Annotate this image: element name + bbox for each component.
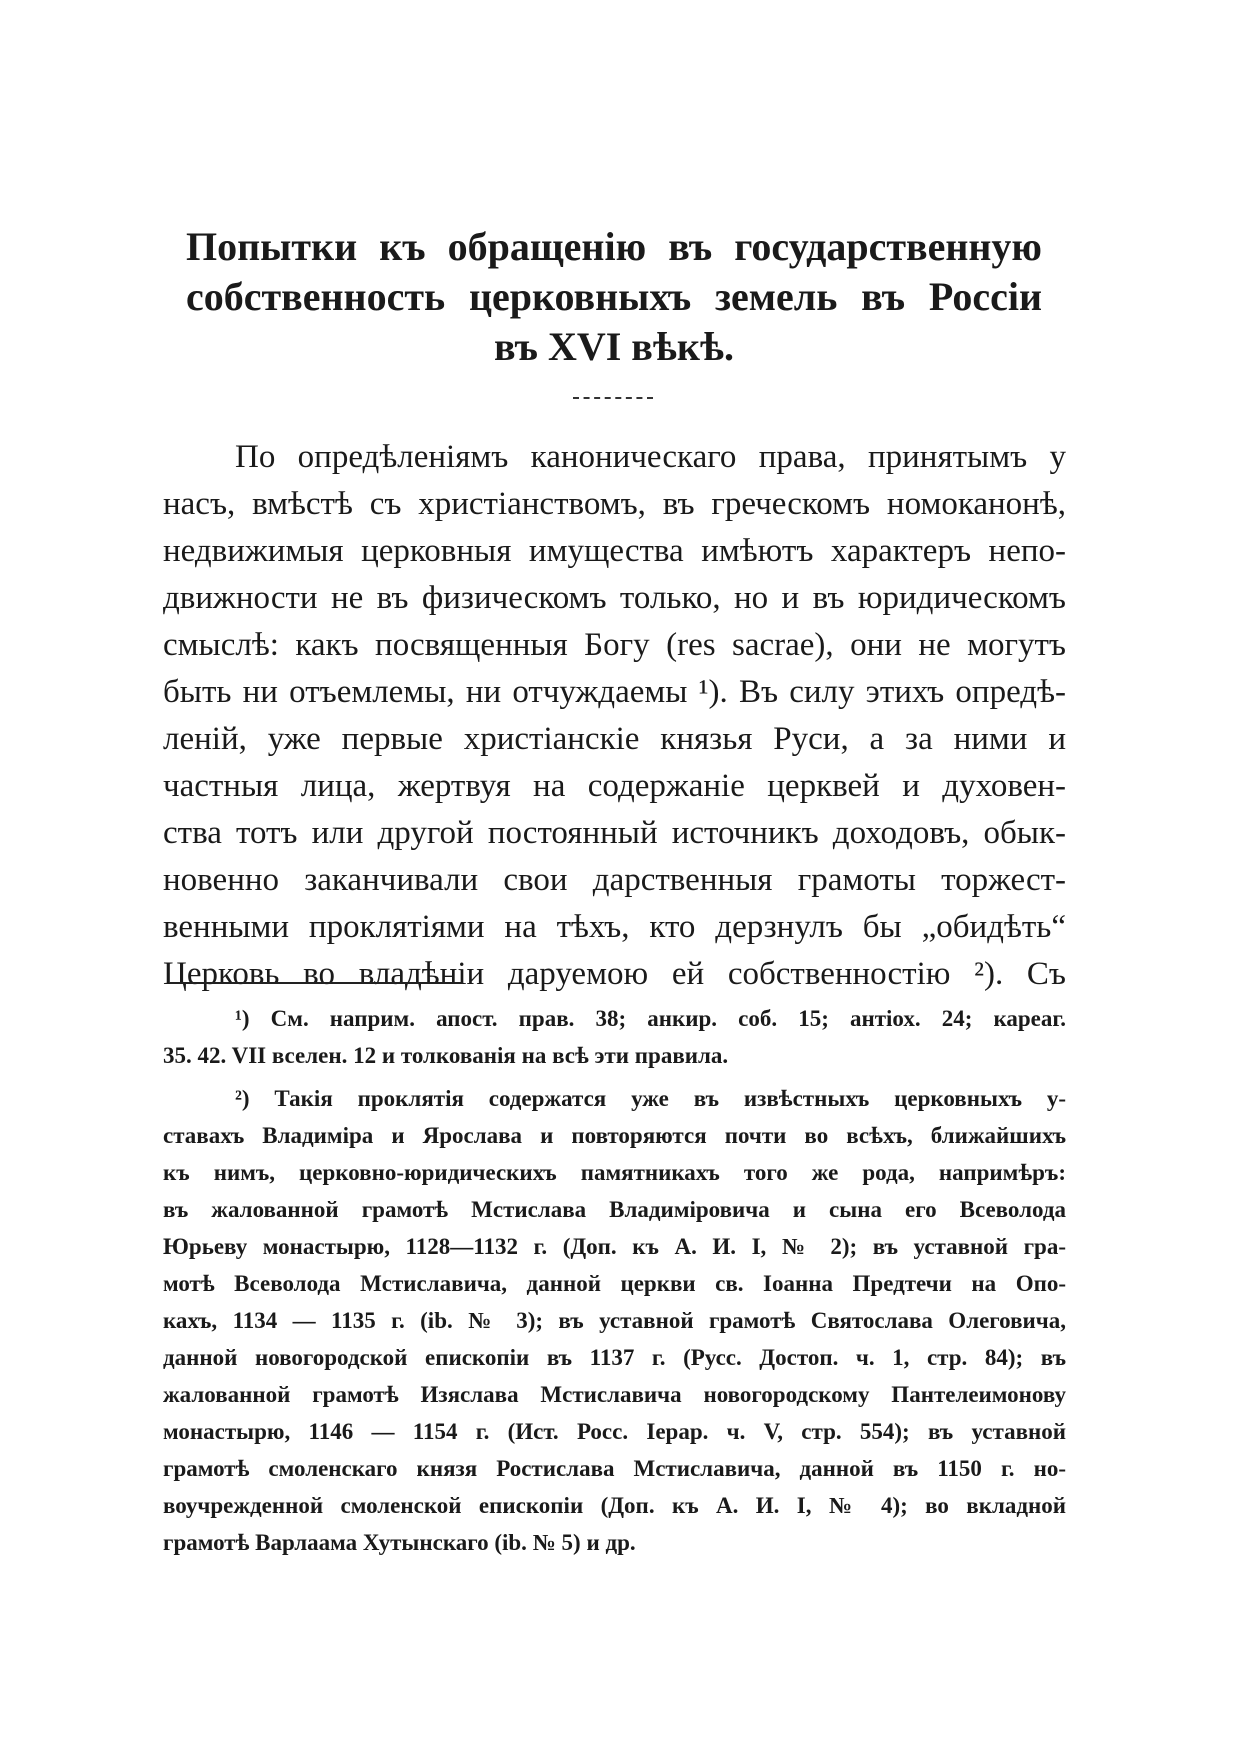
title-separator (573, 397, 653, 399)
body-line: ства тотъ или другой постоянный источникъ доходовъ, обык- (163, 815, 1066, 851)
footnote-line: грамотѣ Варлаама Хутынскаго (ib. № 5) и др. (163, 1530, 636, 1555)
title-line-1: Попытки къ обращенію въ государственную (186, 224, 1042, 269)
body-line: Церковь во владѣніи даруемою ей собственностію ²). Съ (163, 956, 1066, 992)
title-line-2: собственность церковныхъ земель въ Россіи (186, 274, 1042, 319)
body-line: По опредѣленіямъ каноническаго права, принятымъ у (235, 439, 1066, 475)
body-line: насъ, вмѣстѣ съ христіанствомъ, въ греческомъ номоканонѣ, (163, 486, 1066, 522)
footnote-line: мотѣ Всеволода Мстиславича, данной церкви св. Іоанна Предтечи на Опо- (163, 1271, 1066, 1296)
body-line: быть ни отъемлемы, ни отчуждаемы ¹). Въ силу этихъ опредѣ- (163, 674, 1066, 710)
footnote-line: къ нимъ, церковно-юридическихъ памятникахъ того же рода, напримѣръ: (163, 1160, 1066, 1185)
footnote-line: ставахъ Владиміра и Ярослава и повторяются почти во всѣхъ, ближайшихъ (163, 1123, 1066, 1148)
footnote-divider (170, 982, 463, 984)
footnote-1 (163, 1000, 1066, 1074)
footnote-line: въ жалованной грамотѣ Мстислава Владиміровича и сына его Всеволода (163, 1197, 1066, 1222)
page-title (186, 222, 1042, 372)
title-line-3: въ XVI вѣкѣ. (494, 324, 734, 369)
footnote-line: ²) Такія проклятія содержатся уже въ извѣстныхъ церковныхъ у- (235, 1086, 1066, 1111)
body-line: недвижимыя церковныя имущества имѣютъ характеръ непо- (163, 533, 1066, 569)
body-line: леній, уже первые христіанскіе князья Руси, а за ними и (163, 721, 1066, 757)
footnote-line: 35. 42. VII вселен. 12 и толкованія на всѣ эти правила. (163, 1043, 729, 1068)
body-paragraph (163, 434, 1066, 998)
footnote-line: кахъ, 1134 — 1135 г. (ib. № 3); въ уставной грамотѣ Святослава Олеговича, (163, 1308, 1066, 1333)
footnote-line: Юрьеву монастырю, 1128—1132 г. (Доп. къ А. И. I, № 2); въ уставной гра- (163, 1234, 1066, 1259)
body-line: движности не въ физическомъ только, но и въ юридическомъ (163, 580, 1066, 616)
body-line: новенно заканчивали свои дарственныя грамоты торжест- (163, 862, 1066, 898)
footnotes (163, 1000, 1066, 1561)
body-line: смыслѣ: какъ посвященныя Богу (res sacrae), они не могутъ (163, 627, 1066, 663)
footnote-2 (163, 1080, 1066, 1561)
footnote-line: монастырю, 1146 — 1154 г. (Ист. Росс. Іерар. ч. V, стр. 554); въ уставной (163, 1419, 1066, 1444)
footnote-line: данной новогородской епископіи въ 1137 г. (Русс. Достоп. ч. 1, стр. 84); въ (163, 1345, 1066, 1370)
footnote-line: грамотѣ смоленскаго князя Ростислава Мстиславича, данной въ 1150 г. но- (163, 1456, 1066, 1481)
body-line: частныя лица, жертвуя на содержаніе церквей и духовен- (163, 768, 1066, 804)
footnote-line: воучрежденной смоленской епископіи (Доп. къ А. И. I, № 4); во вкладной (163, 1493, 1066, 1518)
body-line: венными проклятіями на тѣхъ, кто дерзнулъ бы „обидѣть“ (163, 909, 1066, 945)
footnote-line: жалованной грамотѣ Изяслава Мстиславича новогородскому Пантелеимонову (163, 1382, 1066, 1407)
footnote-line: ¹) См. наприм. апост. прав. 38; анкир. соб. 15; антіох. 24; кареаг. (235, 1006, 1066, 1031)
